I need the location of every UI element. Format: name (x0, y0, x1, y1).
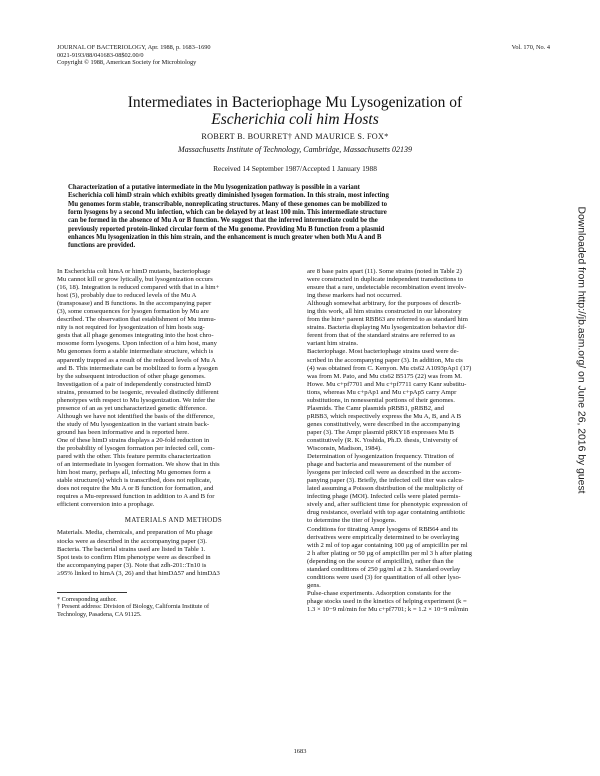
body-text-line: phage and bacteria and measurement of the number of (307, 461, 452, 469)
abstract-line: enhances Mu lysogenization in this him strain, and the enhancement is much greater when both Mu A and B (68, 234, 382, 242)
body-text-line: In Escherichia coli himA or himD mutants, bacteriophage (57, 268, 211, 275)
body-text-line: from the him+ parent RBB63 are referred to as standard him (307, 316, 468, 324)
body-text-line: (3), some consequences for lysogen formation by Mu are (57, 308, 209, 316)
abstract-line: Characterization of a putative intermediate in the Mu lysogenization pathway is possible in a variant (68, 184, 360, 191)
body-text-line: ensure that a rare, undetectable recombination event involv- (307, 284, 467, 292)
abstract-line: previously reported protein-linked circular form of the Mu genome. Providing Mu B function from a plasmid (68, 225, 385, 233)
right-column (307, 268, 543, 614)
body-text-line: panying paper (3). Briefly, the infected cell titer was calcu- (307, 477, 464, 485)
body-text-line: nity is not required for lysogenization of him hosts sug- (57, 324, 205, 332)
body-text-line: apparently trapped as a result of the reduced levels of Mu A (57, 356, 216, 364)
body-text-line: Howe. Mu c+pf7701 and Mu c+pf7711 carry Kanr substitu- (307, 380, 467, 388)
body-text-line: Although somewhat arbitrary, for the purposes of describ- (307, 300, 462, 308)
body-text-line: (16, 18). Integration is reduced compared with that in a him+ (57, 284, 220, 292)
download-watermark (576, 170, 586, 530)
body-text-line: pared with the other. This feature permits characterization (57, 453, 211, 461)
body-text-line: Bacteriophage. Most bacteriophage strains used were de- (307, 348, 459, 356)
received-dates: Received 14 September 1987/Accepted 1 January 1988 (213, 164, 377, 173)
body-text-line: derivatives were empirically determined to be overlaying (307, 533, 459, 541)
body-text-line: (transposase) and B functions. In the accompanying paper (57, 300, 212, 308)
body-text-line: sively and, after sufficient time for phenotypic expression of (307, 501, 468, 509)
body-text-line: ing these markers had not occurred. (307, 292, 402, 300)
body-text-line: 1.3 × 10−9 ml/min for Mu c+pf7701; k = 1.2 × 10−9 ml/min (307, 605, 469, 613)
body-text-line: ing this work, all him strains constructed in our laboratory (307, 308, 462, 316)
body-text-line: substitutions, in nonessential portions of their genomes. (307, 396, 455, 404)
copyright-line: Copyright © 1988, American Society for Microbiology (57, 59, 197, 67)
section-heading: MATERIALS AND METHODS (124, 517, 223, 525)
body-text-line: Investigation of a pair of independently constructed himD (57, 380, 211, 388)
body-text-line: stable structure(s) which is transcribed, does not replicate, (57, 477, 212, 485)
body-text-line: Spot tests to confirm Him phenotype were as described in (57, 553, 211, 561)
body-text-line: Plasmids. The Camr plasmids pRBB1, pRBB2, and (307, 404, 444, 412)
footnote-line: Technology, Pasadena, CA 91125. (57, 610, 142, 618)
body-text-line: presence of an as yet uncharacterized genetic difference. (57, 404, 207, 412)
body-text-line: and B. This intermediate can be mobilized to form a lysogen (57, 364, 218, 372)
body-text-line: Mu cannot kill or grow lytically, but lysogenization occurs (57, 276, 213, 284)
body-text-line: Although we have not identified the basis of the difference, (57, 412, 215, 420)
body-text-line: scribed in the accompanying paper (3). In addition, Mu cts (307, 356, 463, 364)
volume-label: Vol. 170, No. 4 (511, 44, 550, 51)
body-text-line: lysogens per infected cell were as described in the accom- (307, 469, 462, 477)
body-text-line: the accompanying paper (3). Note that zdh-201::Tn10 is (57, 561, 207, 569)
footnote-divider (57, 592, 127, 593)
body-text-line: lated assuming a Poisson distribution of the multiplicity of (307, 485, 463, 493)
body-text-line: (depending on the source of ampicillin), rather than the (307, 557, 454, 565)
body-text-line: paper (3). The Ampr plasmid pRKY18 expresses Mu B (307, 428, 454, 436)
abstract-line: can be formed in the absence of Mu A or B function. We suggest that the inferred intermediate could be the (68, 217, 378, 225)
body-text-line: Mu genomes form a stable intermediate structure, which is (57, 348, 214, 356)
body-text-line: tions, whereas Mu c+pAp1 and Mu c+pAp5 carry Ampr (307, 388, 457, 396)
body-text-line: infecting phage (MOI). Infected cells were plated permis- (307, 493, 461, 501)
body-text-line: gests that all phage genomes integrating into the host chro- (57, 332, 214, 340)
body-text-line: to determine the titer of lysogens. (307, 517, 397, 525)
footnote-line: * Corresponding author. (57, 595, 117, 603)
body-text-line: standard conditions of 250 µg/ml at 2 h. Standard overlay (307, 565, 461, 573)
body-text-line: mosome form lysogens. Upon infection of a him host, many (57, 340, 217, 348)
body-text-line: ground has been informative and is reported here. (57, 428, 190, 436)
footnote-line: † Present address: Division of Biology, California Institute of (57, 603, 210, 611)
title-line-1: Intermediates in Bacteriophage Mu Lysogenization of (127, 94, 463, 111)
body-text-line: of an intermediate in lysogen formation. We show that in this (57, 461, 220, 469)
title-line-2: Escherichia coli him Hosts (211, 111, 379, 128)
body-text-line: constitutively (R. K. Yoshida, Ph.D. thesis, University of (307, 436, 458, 444)
body-text-line: Materials. Media, chemicals, and preparation of Mu phage (57, 529, 213, 537)
body-text-line: drug resistance, overlaid with top agar containing antibiotic (307, 509, 466, 517)
page-number: 1683 (293, 748, 307, 755)
affiliation: Massachusetts Institute of Technology, Cambridge, Massachusetts 02139 (178, 145, 412, 154)
body-text-line: Bacteria. The bacterial strains used are listed in Table 1. (57, 545, 206, 553)
body-text-line: requires a Mu-repressed function in addition to A and B for (57, 493, 215, 501)
left-column (57, 268, 290, 618)
abstract-line: Escherichia coli himD strain which exhibits greatly diminished lysogen formation. In this strain, most infecting (68, 192, 389, 200)
body-text-line: does not require the Mu A or B function for formation, and (57, 485, 214, 493)
body-text-line: conditions were used (3) for quantitation of all other lyso- (307, 573, 461, 581)
body-text-line: him host many, perhaps all, infecting Mu genomes form a (57, 469, 211, 477)
body-text-line: strains. Bacteria displaying Mu lysogenization behavior dif- (307, 324, 467, 332)
body-text-line: phenotypes with respect to Mu lysogenization. We infer the (57, 396, 216, 404)
body-text-line: (4) was obtained from C. Kenyon. Mu cts62 A1093pAp1 (17) (307, 364, 472, 372)
body-text-line: efficient conversion into a prophage. (57, 501, 155, 509)
body-text-line: were constructed in duplicate independent transductions to (307, 276, 464, 284)
abstract-line: form lysogens by a second Mu infection, which can be delayed by at least 100 min. This intermediate structure (68, 209, 387, 217)
body-text-line: Pulse-chase experiments. Adsorption constants for the (307, 589, 451, 597)
body-text-line: 2 h after plating or 50 µg of ampicillin per ml 3 h after plating (307, 549, 473, 557)
body-text-line: One of these himD strains displays a 20-fold reduction in (57, 436, 210, 444)
body-text-line: the study of Mu lysogenization in the variant strain back- (57, 420, 210, 428)
body-text-line: Determination of lysogenization frequency. Titration of (307, 453, 455, 461)
abstract (68, 184, 528, 251)
abstract-line: Mu genomes form stable, transcribable, nonreplicating structures. Many of these genomes can be mobilized to (68, 200, 387, 208)
journal-citation: JOURNAL OF BACTERIOLOGY, Apr. 1988, p. 1683–1690 (57, 44, 211, 51)
body-text-line: host (5), probably due to reduced levels of the Mu A (57, 292, 197, 300)
download-watermark-text: Downloaded from http://jb.asm.org/ on June 26, 2016 by guest (575, 206, 587, 494)
body-text-line: the probability of lysogen formation per infected cell, com- (57, 445, 215, 453)
body-text-line: genes constitutively, were described in the accompanying (307, 420, 460, 428)
body-text-line: strains, presumed to be isogenic, revealed distinctly different (57, 388, 219, 396)
body-text-line: are 8 base pairs apart (11). Some strains (noted in Table 2) (307, 268, 462, 275)
body-text-line: gens. (307, 581, 321, 589)
body-text-line: ≥95% linked to himA (3, 26) and that himDΔ57 and himDΔ3 (57, 569, 220, 577)
body-text-line: Conditions for titrating Ampr lysogens of RBB64 and its (307, 525, 458, 533)
body-text-line: was from M. Pato, and Mu cts62 B5175 (22) was from M. (307, 372, 462, 380)
issn-line: 0021-9193/88/041683-08$02.00/0 (57, 51, 144, 59)
running-header (57, 44, 357, 67)
author-list: ROBERT B. BOURRET† AND MAURICE S. FOX* (201, 132, 389, 141)
body-text-line: variant him strains. (307, 340, 359, 348)
body-text-line: Wisconsin, Madison, 1984). (307, 445, 382, 453)
body-text-line: stocks were as described in the accompanying paper (3). (57, 537, 207, 545)
body-text-line: by the subsequent introduction of other phage genomes. (57, 372, 206, 380)
body-text-line: pRBB3, which respectively express the Mu A, B, and A B (307, 412, 462, 420)
body-text-line: with 2 ml of top agar containing 100 µg of ampicillin per ml (307, 541, 468, 549)
abstract-line: functions are provided. (68, 242, 136, 250)
body-text-line: described. The observation that establishment of Mu immu- (57, 316, 216, 324)
article-title (60, 94, 530, 128)
body-text-line: phage stocks used in the kinetics of helping experiment (k = (307, 597, 467, 605)
body-text-line: ferent from that of the standard strains are referred to as (307, 332, 456, 340)
